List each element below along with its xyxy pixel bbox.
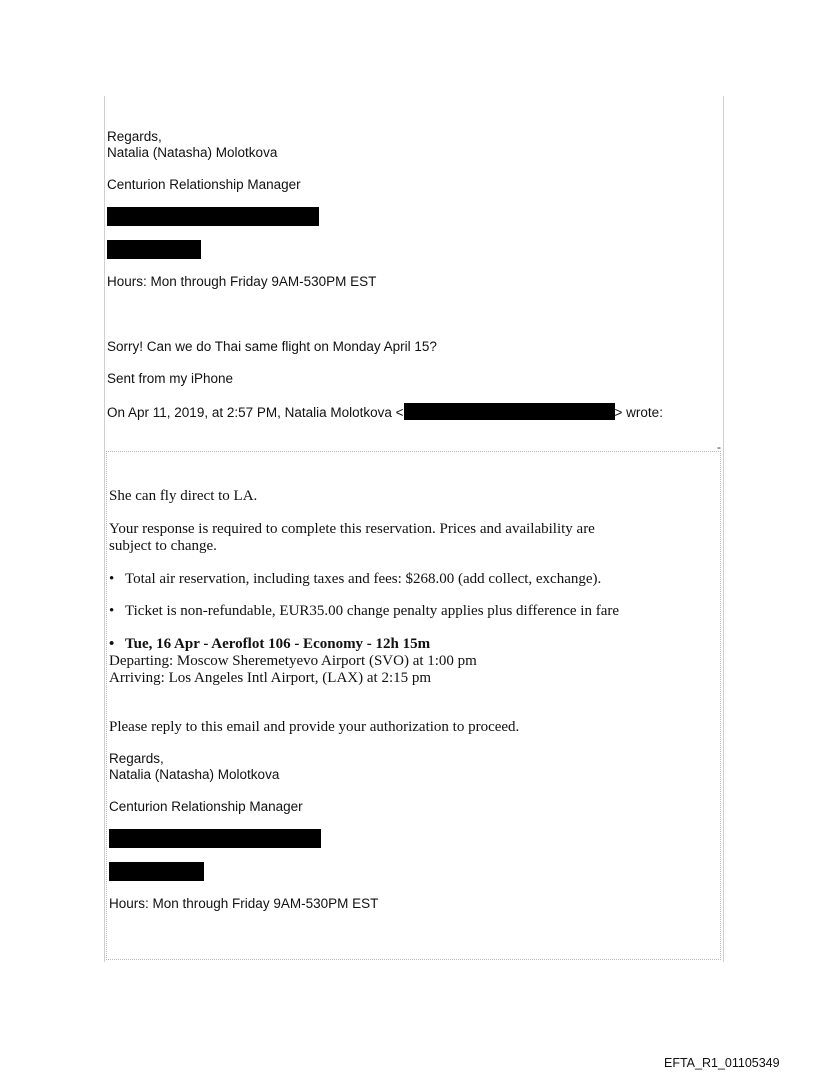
bullet-glyph: • — [109, 636, 115, 652]
reply-message: Sorry! Can we do Thai same flight on Monday April 15? — [107, 339, 437, 354]
bullet-total-reservation — [109, 571, 601, 588]
sent-from: Sent from my iPhone — [107, 371, 234, 386]
bullet-glyph: • — [109, 603, 115, 619]
quoted-subject-to-change: subject to change. — [109, 538, 217, 554]
document-id: EFTA_R1_01105349 — [664, 1056, 780, 1070]
authorization-request: Please reply to this email and provide your authorization to proceed. — [109, 719, 520, 735]
bullet-text: Ticket is non-refundable, EUR35.00 change penalty applies plus difference in fare — [125, 603, 620, 619]
redacted-email — [404, 403, 615, 420]
left-border-line — [104, 96, 105, 962]
redaction-block — [107, 240, 201, 259]
quoted-line-direct: She can fly direct to LA. — [109, 488, 258, 504]
quote-header — [107, 403, 663, 421]
inner-hours: Hours: Mon through Friday 9AM-530PM EST — [109, 896, 379, 911]
flight-heading-text: Tue, 16 Apr - Aeroflot 106 - Economy - 12h 15m — [125, 636, 431, 652]
outer-regards: Regards, — [107, 129, 162, 144]
redaction-block — [109, 862, 204, 881]
bullet-ticket-terms — [109, 603, 619, 620]
quote-header-suffix: > wrote: — [614, 405, 663, 420]
inner-title: Centurion Relationship Manager — [109, 799, 303, 814]
quote-header-prefix: On Apr 11, 2019, at 2:57 PM, Natalia Molotkova < — [107, 405, 404, 420]
flight-heading — [109, 636, 430, 653]
inner-name: Natalia (Natasha) Molotkova — [109, 767, 280, 782]
flight-arriving: Arriving: Los Angeles Intl Airport, (LAX) at 2:15 pm — [109, 670, 432, 686]
flight-departing: Departing: Moscow Sheremetyevo Airport (SVO) at 1:00 pm — [109, 653, 477, 669]
outer-title: Centurion Relationship Manager — [107, 177, 301, 192]
bullet-glyph: • — [109, 571, 115, 587]
right-border-line — [723, 96, 724, 962]
dash-mark: - — [717, 440, 721, 454]
outer-hours: Hours: Mon through Friday 9AM-530PM EST — [107, 274, 377, 289]
quoted-response-required: Your response is required to complete this reservation. Prices and availability are — [109, 521, 595, 537]
outer-name: Natalia (Natasha) Molotkova — [107, 145, 278, 160]
bullet-text: Total air reservation, including taxes and fees: $268.00 (add collect, exchange). — [125, 571, 602, 587]
redaction-block — [109, 829, 321, 848]
inner-regards: Regards, — [109, 751, 164, 766]
redaction-block — [107, 207, 319, 226]
